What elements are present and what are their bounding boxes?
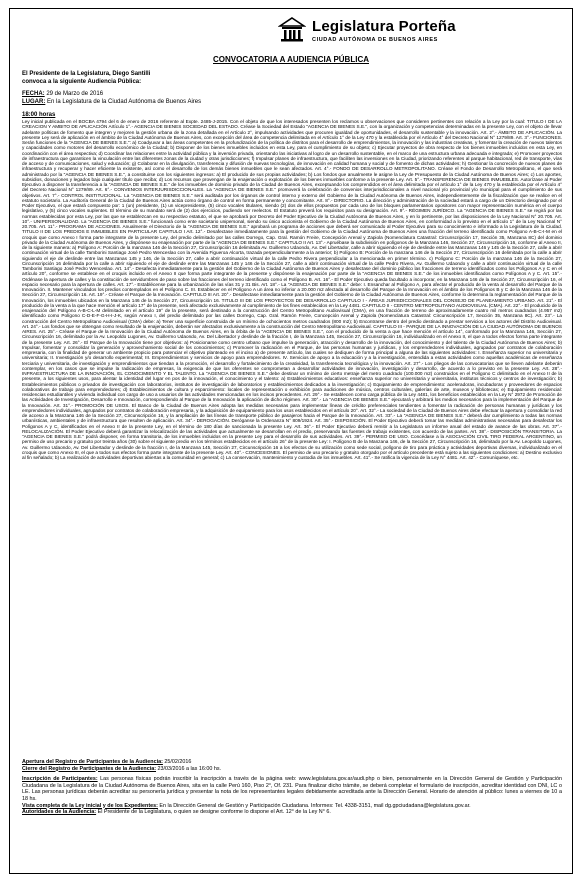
law-body-text: Ley inicial publicada en el BOCBA 4794 del 6 de enero de 2016 referente al Expte. 2485-J-2015. Con el objeto de que los interesados presenten los reclamos u observaciones que consideren pertinentes con relación a la Ley por la cual: TITULO I DE LA CREACION Y AMBITO DE APLICACIÓN Artículo 1°.- AGENCIA DE BIENES SOCIEDAD DEL ESTADO. Créase la Sociedad del Estado "AGENCIA DE BIENES S.E.", con la organización y competencias determinadas en la presente Ley, con el objeto de llevar adelante políticas de fomento que integren y mejoren la gestión urbana de la zona detallada en el Artículo 2°, impulsando actividades que procuren igualdad de oportunidades, el desarrollo sustentable y la innovación. Art. 2°.- ÁMBITO DE APLICACIÓN. La presente Ley será de aplicación en el ámbito de la Ciudad Autónoma de Buenos Aires, con excepción del área de competencia delimitada en el Artículo 1° de la Ley 470 y la establecida por el Artículo 4° del Decreto Nacional N° 1279/89. Art. 3°.- FUNCIONES. Serán funciones de la "AGENCIA DE BIENES S.E.": a) Coadyuvar a las áreas competentes en la profundización de la política de distritos para el desarrollo de emprendimientos, la innovación y las industrias creativas, y fomentar la creación de nuevos talentos y capacidades como motores del desarrollo económico de la Ciudad; b) Disponer de los bienes inmuebles incluidos en esta Ley, para el cumplimiento de su objeto; c) Ejecutar proyectos de obra respecto de los bienes inmuebles incluidos en esta Ley, en coordinación con el área respectiva; d) Coordinar las relaciones entre la actividad pública y la inversión privada, orientando las iniciativas al logro de un desarrollo sustentable, en el marco de una estructura urbana adecuada e integrada; e) Promover proyectos de infraestructura que garanticen la vinculación entre las diferentes zonas de la ciudad y otras jurisdicciones; f) Impulsar planes de infraestructura, que faciliten las inversiones en la Ciudad, priorizando referentes al parque habitacional, red de transporte, vías de acceso y de comunicaciones, salud y educación; g) Colaborar en la divulgación, transferencia y difusión de nuevas tecnologías, de innovación en calidad humana y social y de fomento de dichas actividades; h) Gestionar la concreción de nuevos planes de infraestructura y recuperar y hacer eficiente la existente, así como el desarrollo de los demás bienes inmuebles que le sean afectados. Art. 4°.- FONDO DE DESARROLLO METROPOLITANO. Créase el Fondo de Desarrollo Metropolitano, el que será administrado por la "AGENCIA DE BIENES S.E.", a constituirse con los siguientes ingresos: a) El producido de sus propias actividades; b) Los fondos que anualmente le asigne la Ley de Presupuesto de la Ciudad Autónoma de Buenos Aires; c) Los aportes, subsidios, donaciones y legados bajo cualquier título que reciba; d) Los recursos que provengan de la enajenación o explotación de los bienes inmuebles conforme a la presente Ley. Art. 5°.- TRANSFERENCIA DE BIENES INMUEBLES. Autorízase al Poder Ejecutivo a disponer la transferencia a la "AGENCIA DE BIENES S.E." de los inmuebles de dominio privado de la Ciudad de Buenos Aires, exceptuando los comprendidos en el área delimitada por el artículo 1° de la Ley 470 y la establecida por el Artículo 4° del Decreto Nacional N° 1279/89. Art. 6°.- CONVENIOS INTERJURISDICCIONALES. La "AGENCIA DE BIENES S.E." promoverá la celebración de convenios interjurisdiccionales a nivel nacional y/o provincial y/o municipal para el cumplimiento de sus objetivos. Art. 7°.- CONTROL INSTITUCIONAL. La "AGENCIA DE BIENES S.E." será auditada por los órganos de control interno y externo del Gobierno de la Ciudad Autónoma de Buenos Aires, independientemente de la fiscalización que se realice en el estatuto societario. La Auditoría General de la Ciudad de Buenos Aires actúa como órgano de control en forma permanente y concomitante. Art. 8°.- DIRECTORIO. La dirección y administración de la sociedad estará a cargo de un Directorio designado por el Poder Ejecutivo, el que estará compuesto por: 1 (un) presidente, (1) un vicepresidente, (5) cinco vocales titulares, siendo (2) dos de ellos propuestos por cada uno de los bloques parlamentarios opositores con mayor representación numérica en el cuerpo legislativo, y (5) cinco vocales suplentes. El término de su mandato será de (2) dos ejercicios, pudiendo ser reelectos. El Estatuto preverá los requisitos para su designación. Art. 9°.- RÉGIMEN JURÍDICO. La "AGENCIA DE BIENES S.E." se regirá por las normas establecidas por esta Ley, por las que se establezcan en su respectivo estatuto, el que se aprobará por Decreto del Poder Ejecutivo de la Ciudad Autónoma de Buenos Aires, y en lo pertinente, por las disposiciones de la Ley Nacional N° 20.705. Art. 10°.- UNIPERSONALIDAD. La "AGENCIA DE BIENES S.E." funcionará como ente societario unipersonal, siendo su único accionista el Gobierno de la Ciudad Autónoma de Buenos Aires, en conformidad a lo previsto en el artículo 1° de la Ley Nacional N° 20.705. Art. 11°.- PROGRAMA DE ACCIONES. Anualmente el Directorio de la "AGENCIA DE BIENES S.E." aprobará un programa de acciones que deberá ser comunicado al Poder Ejecutivo para su conocimiento e informado a la Legislatura de la Ciudad. TITULO II DE LOS PREDIOS E INMUEBLES EN PARTICULAR CAPITULO I Art. 12°.- Desafectase inmediatamente para la gestión del Gobierno de la Ciudad Autónoma de Buenos Aires una fracción del terreno identificado como Polígono A-B-C-I-M en el croquis que como Anexo I forma parte integrante de la presente Ley, del predio delimitado por las calles Dorrego, Cap. Gral. Ramón Freire, Concepción Arenal y Zapiola (Nomenclatura Catastral: Circunscripción 17, Sección 35, Manzana 8C) del dominio privado de la Ciudad Autónoma de Buenos Aires, y dispónese su enajenación por parte de la "AGENCIA DE BIENES S.E." CAPITULO II Art. 13°.- Apruébase la subdivisión en polígonos de la Manzana 146, Sección 27, Circunscripción 16, conforme al Anexo II, de la siguiente manera: a) Polígono A: Porción de la manzana 146 de la Sección 27, Circunscripción 16 delimitada Av. Guillermo Udaondo, Av. Del Libertador, calle a abrir siguiendo el eje de deslinde entre las Manzanas 146 y 145 de la Sección 27, calle a abrir continuación virtual de la calle Tamborini Santiago José Pedro Wenceslao con la Avenida Figueroa Alcorta, trazada perpendicularmente a la anterior; b) Polígono B: Porción de la manzana 146 de la Sección 27, Circunscripción 16 delimitada por la calle a abrir siguiendo el eje de deslinde entre las Manzanas 145 y 146, de la Sección 27, calle a abrir continuación virtual de la calle Pedro Rivera perpendicular a la mencionada en primer término. c) Polígono C: Porción de la manzana 146 de la Sección 27, Circunscripción 16 delimitada por la calle a abrir siguiendo el eje de deslinde entre las Manzanas 145 y 146 de la Sección 27, calle a abrir continuación virtual de la calle Pedro Rivera, Av. Guillermo Udaondo y calle a abrir continuación virtual de la calle Tamborini Santiago José Pedro Wenceslao. Art. 14°.- Desafecta inmediatamente para la gestión del Gobierno de la Ciudad Autónoma de Buenos Aires y desafectase del dominio público las fracciones de terreno identificados como los Polígonos A y C en el artículo 20°, conforme se establece en el croquis incluido en el Anexo II que forma parte integrante de la presente y dispónese la enajenación por parte de la "AGENCIA DE BIENES S.E." de los inmuebles identificados como Polígonos A y C. Art. 15°.- Ordénase la apertura de calles y la constitución de servidumbres de paso sobre las fracciones del terreno identificado como el Polígono B. Art. 16°.- El Poder Ejecutivo queda facultado a incorporar, en la Manzana 146 de la Sección 27, Circunscripción 16, el espacio necesario para la apertura de calles. Art. 17°.- Establécense para la urbanización de las vías 31 y 31 Bis. Art. 18°.- La "AGENCIA DE BIENES S.E." debe: I. Ensanchar al Polígono A, para afectar el producido de la venta al desarrollo del Parque de la Innovación. II. Mantener vinculados los predios contemplados en el Polígono C. III. Establecer en el Polígono A un área no inferior a 20.000 m2 afectada al desarrollo del Parque de la Innovación en el ámbito de los Polígonos B y C de la Manzana 146 de la Sección 27, Circunscripción 16. Art. 19°.- Créase el Parque de la Innovación. CAPITULO III Art. 20°.- Desafectase inmediatamente para la gestión del Gobierno de la Ciudad Autónoma de Buenos Aires, conforme lo determina la reglamentación del Parque de la Innovación, los inmuebles ubicados en la Manzana 146 de la Sección 27, Circunscripción 16. TITULO III DE LOS PROYECTOS DE DESARROLLO CAPITULO I - ÁREAS JURISDICCIONALES DEL CONSEJO DE PLANEAMIENTO URBANO. Art. 21°.- El producido de la venta a la que hace mención el artículo 17° de la presente, será afectado exclusivamente al cumplimiento de los fines establecidos en la Ley 4481. CAPITULO II - CENTRO METROPOLITANO AUDIOVISUAL (CMA). Art. 22°.- El producido de la enajenación del Polígono A-B-C-L-M delimitado en el artículo 19° de la presente, será destinado a la construcción del Centro Metropolitano Audiovisual (CMA), en una fracción de terreno de aproximadamente cuatro mil metros cuadrados (4.957 m2) identificado como Polígono C-D-E-F-G-H-I-J-K, según Anexo I, del predio delimitado por las calles Dorrego, Cap. Gral. Ramón Freire, Concepción Arenal y Zapiola (Nomenclatura Catastral: Circunscripción 17, Sección 35, Manzana 8C). Art. 23°.- La construcción del Centro Metropolitano Audiovisual (CMA) debe: a) Tener una superficie construida de un mínimo de ochocientos metros cuadrados (800 m2); b) Encontrarse dentro del predio destinado a prestar servicios a los actores del Distrito Audiovisual. Art. 24°.- Los fondos que se obtengan como resultado de la enajenación, deberán ser afectados exclusivamente a la construcción del Centro Metropolitano Audiovisual. CAPITULO III - PARQUE DE LA INNOVACIÓN DE LA CIUDAD AUTÓNOMA DE BUENOS AIRES. Art. 25°.- Créase el Parque de la Innovación de la Ciudad Autónoma de Buenos Aires, en la órbita de la "AGENCIA DE BIENES S.E.", con el producido de la venta a que hace mención el artículo 14°, conformado por la Manzana 146, Sección 27, Circunscripción 16, delimitado por la Av. Leopoldo Lugones, Av. Guillermo Udaondo, Av. Del Libertador y deslinde de la fracción I, de la Manzana 145, Sección 27, Circunscripción 16, individualizado en el Anexo II, el que a todos efectos forma parte integrante de la presente Ley. Art. 26°.- El Parque de la Innovación tiene por objetivos: a) Posicionarse como centro urbano que impulse la generación, atracción y desarrollo de la innovación, del conocimiento y del talento de la Ciudad Autónoma de Buenos Aires; b) Impulsar, fomentar y consolidar la generación y aprovechamiento social de los conocimientos; c) Promover la radicación en el Parque, de las personas humanas y jurídicas, y los emprendedores individuales, agrupados por contratos de colaboración empresaria, con la finalidad de generar un ambiente propicio para potenciar el objetivo planteado en el inciso a) de presente artículo, las cuales se dediquen de forma principal a alguna de las siguientes actividades: I. Enseñanza superior no universitaria y universitaria; II. Investigación y/o desarrollo experimental; III. Emprendimientos y servicios de apoyo para emprendedores. IV. Servicios de apoyo a la educación y a la investigación, entendida a estas actividades como aquellas académicas de enseñanza terciaria y universitaria, de investigación y emprendimientos que tiendan a la promoción, el desarrollo y fortalecimiento de la creatividad, la transferencia tecnológica y la innovación. Art. 27°.- Los pliegos de las convocatorias que se lleven adelante deberán contemplar, en los casos que se impulse la radicación de empresas, la exigencia de que los oferentes se comprometan a desarrollar actividades de innovación, investigación y desarrollo, de acuerdo a lo previsto en la presente Ley. Art. 28°.- INFRAESTRUCTURA DE LA INNOVACIÓN, EL CONOCIMIENTO Y EL TALENTO. La "AGENCIA DE BIENES S.E." debe destinar un mínimo de cierto metraje del metro cuadrado (100.000 m2) construidos en el Polígono C delimitado en el Anexo II de la presente, a los siguientes usos, para alentar la identidad del lugar en pos de la innovación, el conocimiento y el talento: a) Establecimientos educativos: enseñanza superior no universitaria y universitaria, institutos técnicos y centros de investigación; b) Establecimientos públicos o privados de investigación con laboratorios, institutos de investigación de laboratorios y establecimientos dedicados a la investigación; c) Equipamiento de emprendimiento: aceleradoras, incubadoras y proveedores de espacios colaborativos de trabajo para emprendedores; d) Establecimientos de cultura y esparcimiento: locales de representación o exhibición para audiciones de música, centros culturales, galerías de arte, museos y bibliotecas; e) Equipamiento residencial: residencias estudiantiles y vivienda individual con cargo de uso a usuarios de las actividades mencionadas en los incisos precedentes. Art. 29°.- Se establecen como carga pública de la Ley 4481, los beneficios establecidos en la Ley N° 2972 de Promoción de las Actividades de Investigación, Desarrollo e Innovación, correspondiendo al Parque de la Innovación la aplicación de dicho régimen. Art. 30°.- La "AGENCIA DE BIENES S.E." ejecutará y arbitrará los medios necesarios para la implementación del Parque de la Innovación. Art. 31°.- PROMOCIÓN DE USOS. El Banco de la Ciudad de Buenos Aires adopta las medidas necesarias para implementar líneas de crédito preferenciales tendientes a fomentar la radicación de personas humanas y jurídicas y los emprendedores individuales, agrupados por contratos de colaboración empresaria, y la adquisición de equipamiento para los usos establecidos en el artículo 20°. Art. 32°.- La sociedad de la Ciudad de Buenos Aires debe efectuar la apertura y consolidar la red de acceso a la Manzana 146 de la Sección 27, Circunscripción 16, y la ampliación de las líneas de transporte público de pasajeros hacia el Parque de la Innovación. Art. 33°.- La "AGENCIA DE BIENES S.E." deberá dar cumplimiento a todas las normas urbanísticas, ambientales y de infraestructura que resulten de aplicación. Art. 34°.- DEROGACIÓN. Deróganse la Ordenanza N° 809/1924. Art. 35°.- DISPOSICIÓN. El Poder Ejecutivo deberá tomar las medidas administrativas necesarias para desafectar los Polígonos A y C, identificados en el Anexo II de la presente Ley, en el término de 180 días de sancionada la presente Ley. Art. 36°.- El Poder Ejecutivo deberá remitir a la Legislatura un informe anual del estado de avance de las obras. Art. 37°.- RELOCALIZACIÓN. El Poder Ejecutivo deberá garantizar la relocalización de las actividades que actualmente se desarrollan en el predio, preservando las fuentes de trabajo existentes, con acuerdo de las partes. Art. 38°.- DISPOSICIÓN TRANSITORIA. La "AGENCIA DE BIENES S.E." podrá disponer, en forma transitoria, de los inmuebles incluidos en la presente Ley para el desarrollo de sus actividades. Art. 39°.- PERMISO DE USO. Concédase a la ASOCIACIÓN CIVIL TIRO FEDERAL ARGENTINO, un permiso de uso precario y gratuito por treinta años (30) sobre el siguiente predio en los términos establecidos en el artículo 26° de la presente Ley: I. Polígono B de la Manzana 146, de la Sección 27, Circunscripción 16, delimitado por la Av. Leopoldo Lugones, Av. Guillermo Udaondo, Av. Del Libertador y deslinde de la fracción I, de la Manzana 145, Sección 27, Circunscripción 16 a los efectos de su utilización como sede social, polígono de tiro para práctica y actividades deportivas diversas, individualizado en el croquis que como Anexo III, el que a todos sus efectos forma parte integrante de la presente Ley. Art. 40°.- CONCESIONES. El permiso de uso precario y gratuito otorgado por el artículo precedente está sujeto a las siguientes condiciones: a) Destino exclusivo al fin señalado; b) La realización de actividades deportivas abiertas a la comunidad en general; c) La conservación, mantenimiento y custodia de los inmuebles. Art. 41°.- Se ratifica la vigencia de la Ley N° 4481. Art. 42°.- Comuníquese, etc. <box>22 119 562 460</box>
lugar-value: En la Legislatura de la Ciudad Autónoma de Buenos Aires <box>47 99 202 105</box>
legislatura-building-icon <box>278 17 306 43</box>
inscripcion-row <box>22 776 562 802</box>
apertura-value: 25/02/2016 <box>164 759 192 765</box>
apertura-row <box>22 759 562 766</box>
intro-line-1: El Presidente de la Legislatura, Diego Santilli <box>22 71 151 77</box>
lugar-row <box>22 98 572 106</box>
inscripcion-value: Las personas físicas podrán inscribir la inscripción a través de la página web: www.legislatura.gov.ar/audi.php o bien, personalmente en la Dirección General de Gestión y Participación Ciudadana de la Legislatura de la Ciudad Autónoma de Buenos Aires, sita en la calle Perú 160, Piso 2°, Of. 231. Para finalizar dicho trámite, se deberá completar el formulario de inscripción, acreditar identidad con DNI, LC o LE. Las personas jurídicas deberán acreditar su personería jurídica y presentar la nota de los representantes legales debidamente acreditada ante la Dirección General. Horario de atención al público: lunes a viernes de 10 a 18 hs. <box>22 776 562 802</box>
fecha-row <box>22 90 572 98</box>
publication-title: CONVOCATORIA A AUDIENCIA PÚBLICA <box>213 55 369 64</box>
brand <box>278 17 548 43</box>
autoridades-label: Autoridades de la Audiencia: <box>22 809 97 816</box>
inscripcion-label: Inscripción de Participantes: <box>22 776 98 783</box>
vista-label: Vista completa de la Ley inicial y de los Expedientes: <box>22 802 158 809</box>
fecha-value: 29 de Marzo de 2016 <box>46 91 104 97</box>
intro-line-2: convoca a la siguiente Audiencia Pública: <box>22 79 142 85</box>
footer <box>22 759 562 816</box>
brand-subtitle: CIUDAD AUTÓNOMA DE BUENOS AIRES <box>312 36 438 43</box>
cierre-value: 23/03/2016 a las 16:00 hs. <box>157 765 222 772</box>
cierre-row <box>22 766 562 773</box>
vista-row <box>22 803 562 810</box>
vista-value: En la Dirección General de Gestión y Participación Ciudadana. Informes: Tel. 4338-3151, mail dg.gpciudadana@legislatura.gov.ar. <box>159 802 471 809</box>
brand-title: Legislatura Porteña <box>312 17 456 35</box>
autoridades-row <box>22 809 562 816</box>
cierre-label: Cierre del Registro de Participantes de la Audiencia: <box>22 765 157 772</box>
hora: 18:00 horas <box>22 112 56 118</box>
apertura-label: Apertura del Registro de Participantes de la Audiencia: <box>22 759 163 765</box>
fecha-label: FECHA: <box>22 91 45 97</box>
header <box>10 9 572 53</box>
lugar-label: LUGAR: <box>22 99 46 105</box>
meta <box>22 90 572 106</box>
intro <box>22 70 572 86</box>
autoridades-value: El Presidente de la Legislatura, o quien se designe conforme lo dispone el Art. 12° de la Ley N° 6. <box>97 809 331 816</box>
publication-page <box>9 8 573 874</box>
